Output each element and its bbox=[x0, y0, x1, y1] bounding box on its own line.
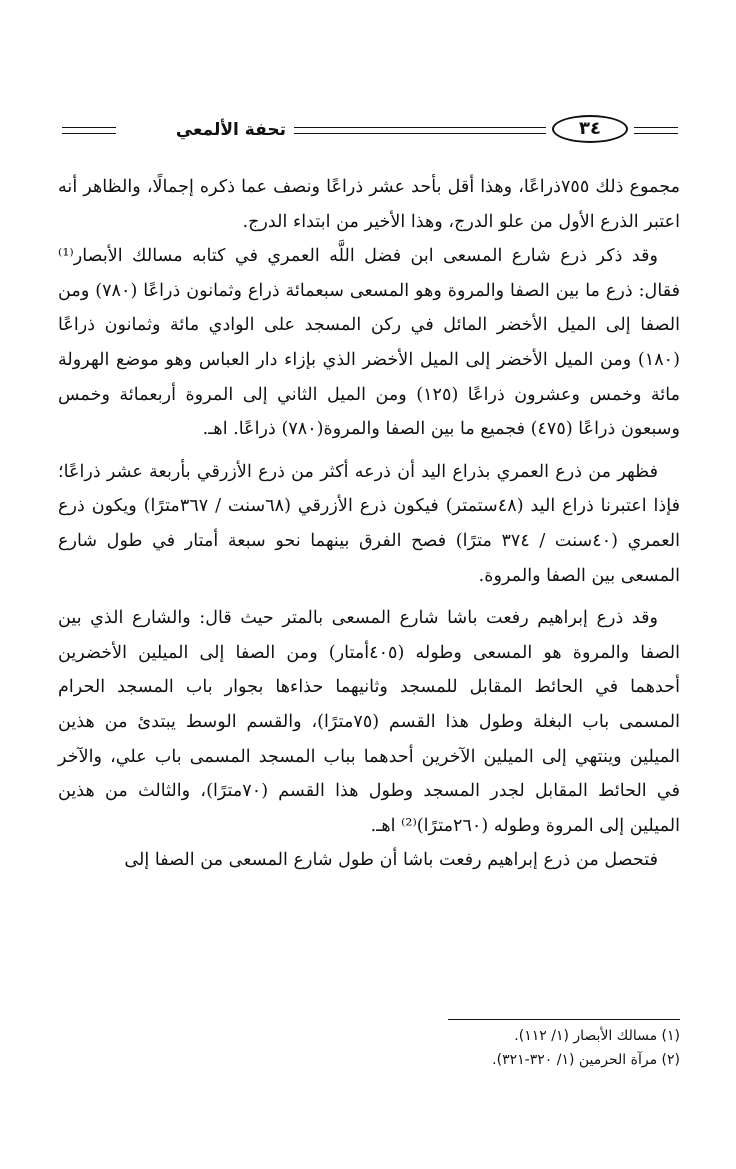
footnote: (٢) مرآة الحرمين (١/ ٣٢٠-٣٢١). bbox=[492, 1052, 680, 1068]
paragraph: فتحصل من ذرع إبراهيم رفعت باشا أن طول شارع المسعى من الصفا إلى bbox=[124, 850, 658, 871]
paragraph: وقد ذرع إبراهيم رفعت باشا شارع المسعى بالمتر حيث قال: والشارع الذي بين الصفا والمروة هو المسعى وطوله (٤٠٥أمتار) ومن الصفا إلى الميلين الأخضرين أحدهما في الحائط المقابل للمسجد وثانيهما حذاءها بجوار باب المسجد الحرام المسمى باب البغلة وطول هذا القسم (٧٥مترًا)، والقسم الوسط يبتدئ من هذين الميلين وينتهي إلى الميلين الآخرين أحدهما بباب المسجد المسمى باب علي، والآخر في الحائط المقابل لجدر المسجد وطول هذا القسم (٧٠مترًا)، والثالث من هذين الميلين إلى المروة وطوله (٢٦٠مترًا)⁽²⁾ اهـ. bbox=[58, 608, 681, 836]
footnote-separator bbox=[448, 1019, 680, 1020]
header-rule-right-lower bbox=[634, 133, 678, 134]
paragraph: فظهر من ذرع العمري بذراع اليد أن ذرعه أكثر من ذرع الأزرقي بأربعة عشر ذراعًا؛ فإذا اعتبرنا ذراع اليد (٤٨ستمتر) فيكون ذرع الأزرقي (٦٨سنت / ٣٦٧مترًا) ويكون ذرع العمري (٤٠سنت / ٣٧٤ مترًا) فصح الفرق بينهما نحو سبعة أمتار في طول شارع المسعى بين الصفا والمروة. bbox=[58, 461, 680, 586]
header-rule-left-lower bbox=[62, 133, 116, 134]
paragraph: وقد ذكر ذرع شارع المسعى ابن فضل اللَّه العمري في كتابه مسالك الأبصار⁽¹⁾ فقال: ذرع ما بين الصفا والمروة وهو المسعى سبعمائة ذراع وثمانون ذراعًا (٧٨٠) ومن الصفا إلى الميل الأخضر المائل في ركن المسجد على الوادي مائة وثمانون ذراعًا (١٨٠) ومن الميل الأخضر إلى الميل الأخضر الذي بإزاء دار العباس وهو موضع الهرولة مائة وخمس وعشرون ذراعًا (١٢٥) ومن الميل الثاني إلى المروة أربعمائة وخمس وسبعون ذراعًا (٤٧٥) فجميع ما بين الصفا والمروة(٧٨٠) ذراعًا. اهـ. bbox=[58, 246, 681, 440]
footnotes bbox=[58, 1024, 680, 1072]
header-rule-left bbox=[62, 127, 116, 128]
header-rule-middle bbox=[294, 127, 546, 128]
header-rule-right bbox=[634, 127, 678, 128]
page-header bbox=[58, 112, 680, 152]
main-text bbox=[58, 170, 680, 878]
header-rule-middle-lower bbox=[294, 133, 546, 134]
paragraph: مجموع ذلك ٧٥٥ذراعًا، وهذا أقل بأحد عشر ذراعًا ونصف عما ذكره إجمالًا، والظاهر أنه اعتبر الذرع الأول من علو الدرج، وهذا الأخير من ابتداء الدرج. bbox=[58, 177, 680, 232]
running-title: تحفة الألمعي bbox=[175, 120, 286, 140]
footnote: (١) مسالك الأبصار (١/ ١١٢). bbox=[514, 1028, 680, 1044]
page-number: ٣٤ bbox=[552, 115, 628, 143]
